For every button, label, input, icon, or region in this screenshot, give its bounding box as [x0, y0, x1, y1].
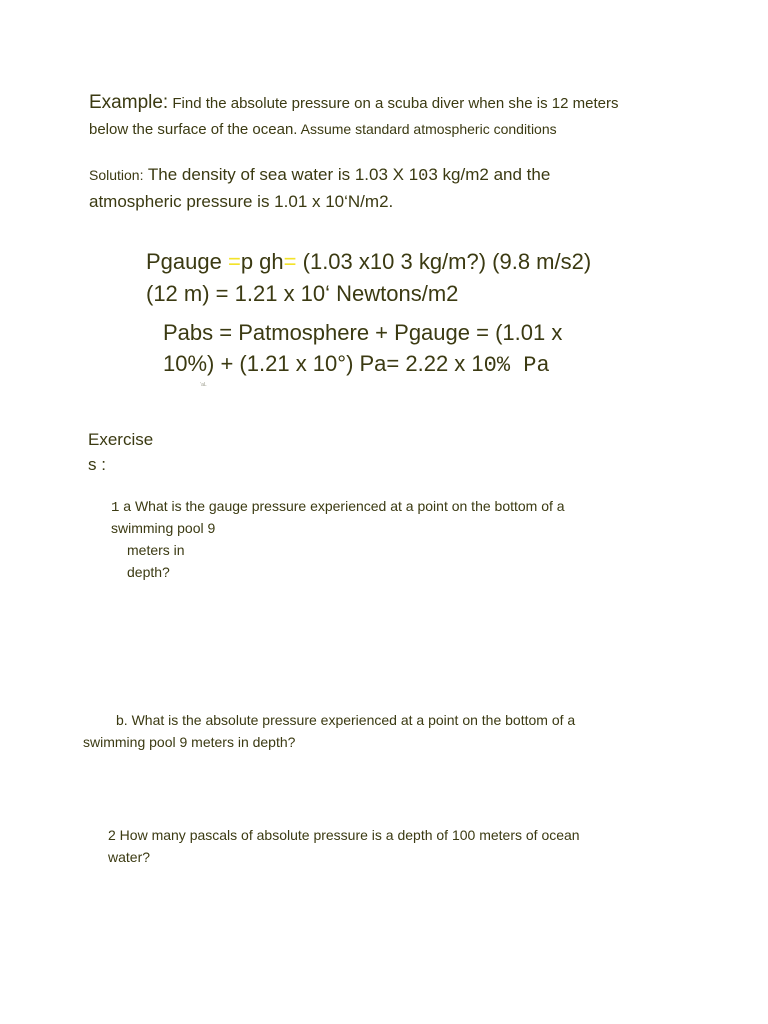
question-1a-line-2: swimming pool 9 [111, 520, 216, 536]
example-question-text-cont: below the surface of the ocean. [89, 121, 298, 138]
exercises-heading-line-2: s : [88, 455, 106, 474]
gauge-eq-equals-1: = [227, 249, 241, 274]
example-line-1 [89, 92, 618, 114]
exercises-heading-line-1: Exercise [88, 430, 154, 449]
solution-text-a: The density of sea water is 1.03 X 1 [143, 165, 419, 184]
gauge-equation-line-1 [146, 249, 591, 275]
gauge-equation-line-2: (12 m) = 1.21 x 10‘ Newtons/m2 [146, 281, 459, 306]
question-1a-line-4: depth? [127, 564, 170, 580]
example-question-text: Find the absolute pressure on a scuba diver when she is 12 meters [168, 95, 619, 112]
solution-label: Solution: [89, 167, 144, 183]
abs-eq-part-mono: 0% Pa [483, 353, 550, 378]
question-1a-text: a What is the gauge pressure experienced at a point on the bottom of a [119, 498, 565, 514]
solution-text-mono: 0 [418, 167, 429, 186]
abs-equation-line-1: Pabs = Patmosphere + Pgauge = (1.01 x [163, 320, 563, 345]
question-1a-line-1 [111, 498, 565, 516]
question-1-number: 1 [111, 500, 120, 516]
question-1b-line-1: b. What is the absolute pressure experienced at a point on the bottom of a [116, 712, 576, 728]
solution-line-2: atmospheric pressure is 1.01 x 10‘N/m2. [89, 192, 394, 211]
gauge-eq-equals-2: = [283, 249, 297, 274]
example-line-2 [89, 121, 557, 138]
question-2-line-1: 2 How many pascals of absolute pressure is a depth of 100 meters of ocean [108, 827, 580, 843]
solution-line-1 [89, 165, 550, 186]
question-2-line-2: water? [108, 849, 151, 865]
question-1a-line-3: meters in [127, 542, 185, 558]
abs-equation-line-2 [163, 351, 550, 378]
stray-mark: ‘aL [200, 382, 207, 388]
gauge-eq-part-c: (1.03 x10 3 kg/m?) (9.8 m/s2) [296, 249, 592, 274]
gauge-eq-part-a: Pgauge [146, 249, 228, 274]
gauge-eq-part-b: p gh [240, 249, 284, 274]
example-heading: Example: [89, 92, 169, 113]
question-1b-line-2: swimming pool 9 meters in depth? [83, 734, 296, 750]
example-assumption: Assume standard atmospheric conditions [297, 121, 557, 137]
solution-text-b: 3 kg/m2 and the [428, 165, 551, 184]
abs-eq-part-a: 10%) + (1.21 x 10°) Pa= 2.22 x 1 [163, 351, 484, 376]
